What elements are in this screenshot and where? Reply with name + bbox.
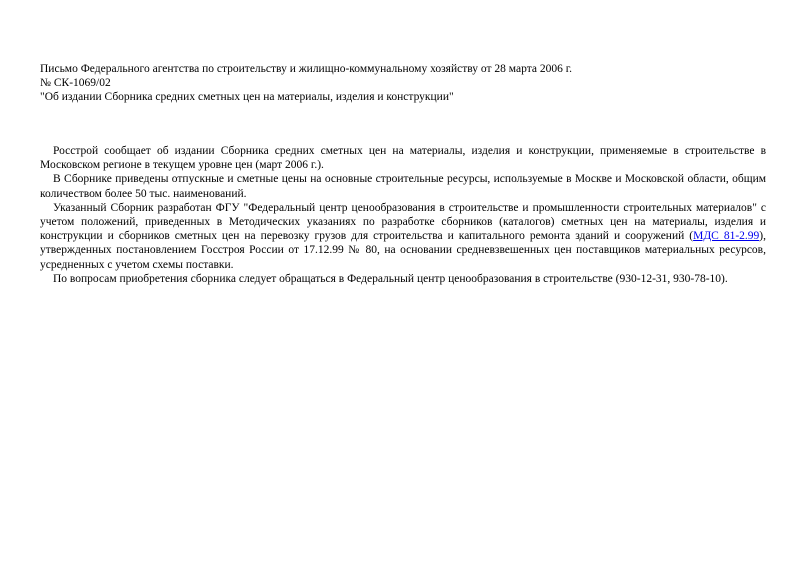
document-title-line: Письмо Федерального агентства по строительству и жилищно-коммунальному хозяйству от 28 марта 2006 г. [40,63,573,75]
paragraph-contents: В Сборнике приведены отпускные и сметные цены на основные строительные ресурсы, используемые в Москве и Московской области, общим количеством более 50 тыс. наименований. [40,173,766,200]
paragraph-developer-text-start: Указанный Сборник разработан ФГУ "Федеральный центр ценообразования в строительстве и промышленности строительных материалов" с учетом положений, приведенных в Методических указаниях по разработке сборников (каталогов) сметных цен на материалы, изделия и конструкции и сборников сметных цен на перевозку грузов для строительства и капитального ремонта зданий и сооружений ( [40,201,766,243]
paragraph-contacts: По вопросам приобретения сборника следует обращаться в Федеральный центр ценообразования в строительстве (930-12-31, 930-78-10). [53,272,728,285]
document-body [40,144,766,286]
paragraph-developer [40,201,766,272]
paragraph-developer-text-end: ), утвержденных постановлением Госстроя России от 17.12.99 № 80, на основании средневзвешенных цен поставщиков материальных ресурсов, усредненных с учетом схемы поставки. [40,230,767,271]
document-page [40,62,766,286]
document-subject: "Об издании Сборника средних сметных цен на материалы, изделия и конструкции" [40,91,454,103]
paragraph-announcement: Росстрой сообщает об издании Сборника средних сметных цен на материалы, изделия и конструкции, применяемые в строительстве в Московском регионе в текущем уровне цен (март 2006 г.). [40,145,766,172]
mds-81-2-99-link[interactable]: МДС 81-2.99 [693,230,760,243]
document-header [40,62,766,104]
document-number: № СК-1069/02 [40,77,111,89]
